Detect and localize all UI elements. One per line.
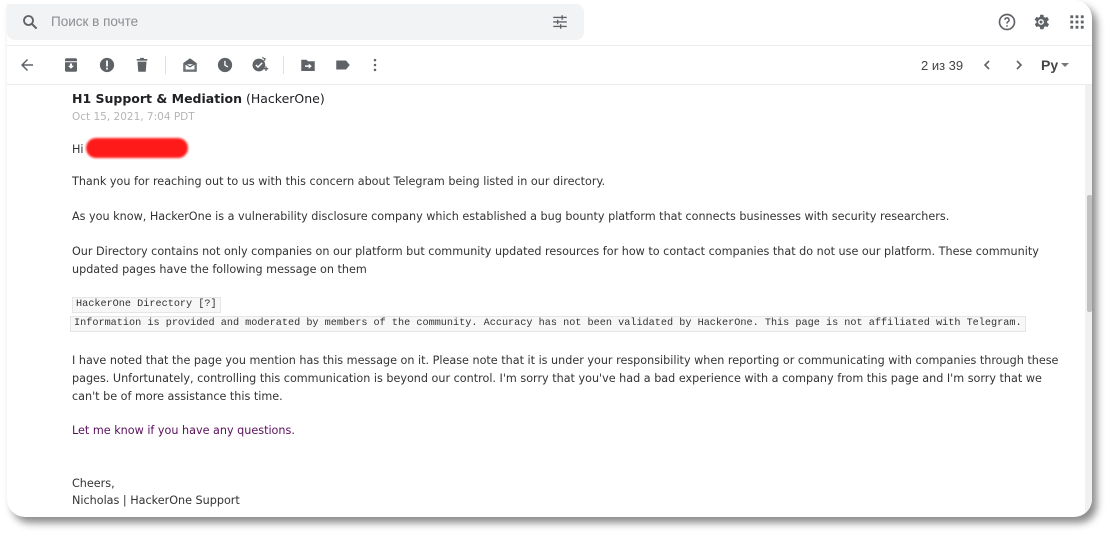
paragraph-questions: Let me know if you have any questions.	[72, 424, 295, 437]
paragraph: Thank you for reaching out to us with this concern about Telegram being listed in our directory.	[72, 175, 606, 188]
trash-icon[interactable]	[133, 56, 151, 74]
clock-icon[interactable]	[216, 56, 234, 74]
report-icon[interactable]	[98, 56, 116, 74]
top-bar	[7, 0, 1092, 46]
code-line: HackerOne Directory [?]	[72, 297, 221, 313]
message-date: Oct 15, 2021, 7:04 PDT	[72, 111, 195, 123]
message-view	[7, 85, 1085, 517]
mark-unread-icon[interactable]	[181, 56, 199, 74]
language-selector[interactable]	[1041, 57, 1069, 73]
paragraph: I have noted that the page you mention has this message on it. Please note that it is under your responsibility when reporting or communicating with companies through these pages. Unfortunately, controlling this communication is beyond our control. I'm sorry that you've had a bad experience with a company from this page and I'm sorry that we can't be of more assistance this time.	[72, 354, 1059, 403]
search-icon[interactable]	[21, 13, 39, 31]
move-to-folder-icon[interactable]	[299, 56, 317, 74]
gmail-window	[7, 0, 1092, 517]
search-input[interactable]: Поиск в почте	[51, 14, 139, 29]
paragraph: Our Directory contains not only companies on our platform but community updated resources for how to contact companies that do not use our platform. These community updated pages have the following message on them	[72, 245, 1039, 276]
language-label: Ру	[1041, 57, 1059, 73]
more-vert-icon[interactable]	[366, 56, 384, 74]
label-icon[interactable]	[334, 56, 352, 74]
signature: Nicholas | HackerOne Support	[72, 494, 240, 507]
help-circle-icon[interactable]	[997, 12, 1017, 32]
sender	[72, 90, 325, 108]
sender-org: (HackerOne)	[245, 91, 325, 106]
sender-name: H1 Support & Mediation	[72, 91, 242, 106]
arrow-left-icon[interactable]	[18, 56, 36, 74]
scrollbar-thumb[interactable]	[1087, 195, 1092, 312]
tune-icon[interactable]	[551, 13, 569, 31]
toolbar-divider	[165, 56, 166, 74]
signoff: Cheers,	[72, 477, 115, 490]
chevron-left-icon[interactable]	[979, 56, 995, 74]
greeting	[72, 138, 1072, 159]
code-line: Information is provided and moderated by members of the community. Accuracy has not been validated by HackerOne. This page is not affiliated with Telegram.	[70, 316, 1026, 332]
apps-grid-icon[interactable]	[1067, 12, 1087, 32]
search-bar[interactable]	[7, 4, 584, 40]
chevron-right-icon[interactable]	[1011, 56, 1027, 74]
greeting-text: Hi	[72, 143, 84, 156]
paragraph: As you know, HackerOne is a vulnerability disclosure company which established a bug bounty platform that connects businesses with security researchers.	[72, 210, 950, 223]
toolbar-divider	[283, 56, 284, 74]
archive-icon[interactable]	[62, 56, 80, 74]
message-toolbar	[7, 46, 1092, 85]
caret-down-icon	[1061, 63, 1069, 67]
add-task-icon[interactable]	[251, 56, 269, 74]
redaction-mark	[86, 138, 188, 158]
gear-icon[interactable]	[1031, 12, 1051, 32]
pager-count: 2 из 39	[921, 58, 964, 73]
